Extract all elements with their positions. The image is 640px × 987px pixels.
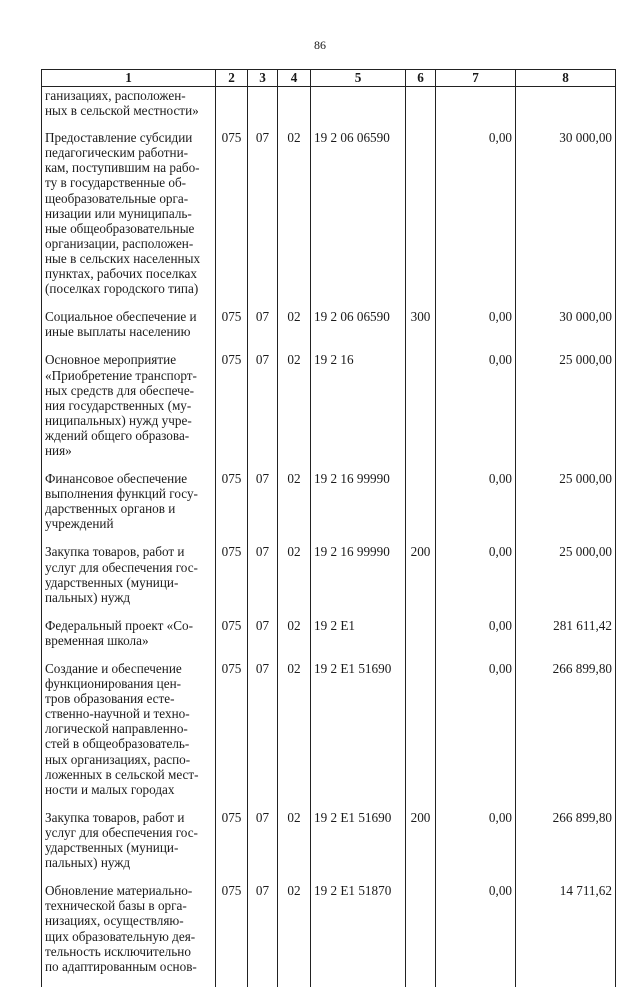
expense-type-cell [406,352,436,471]
ministry-code-cell: 075 [216,661,248,810]
target-article-cell: 19 2 16 99990 [311,544,406,617]
section-code-cell: 07 [248,883,278,987]
section-code-cell: 07 [248,810,278,883]
section-code-cell: 07 [248,544,278,617]
amount-col7-cell: 0,00 [436,883,516,987]
target-article-cell: 19 2 06 06590 [311,309,406,352]
target-article-cell: 19 2 16 99990 [311,471,406,544]
row-name-cell: Основное мероприятие «Приобретение транспорт- ных средств для обеспече- ния государственных (му- ниципальных) нужд учре- ждений общего образова- ния» [42,352,216,471]
header-col-1: 1 [42,70,216,87]
table-header [42,70,616,87]
subsection-code-cell: 02 [278,544,311,617]
amount-col8-cell: 25 000,00 [516,352,616,471]
header-row [42,70,616,87]
amount-col8-cell: 14 711,62 [516,883,616,987]
table-row [42,618,616,661]
row-name-cell: Закупка товаров, работ и услуг для обеспечения гос- ударственных (муници- пальных) нужд [42,810,216,883]
table-row [42,352,616,471]
header-col-2: 2 [216,70,248,87]
row-name-cell: Финансовое обеспечение выполнения функций госу- дарственных органов и учреждений [42,471,216,544]
subsection-code-cell: 02 [278,352,311,471]
amount-col8-cell [516,87,616,131]
subsection-code-cell: 02 [278,130,311,309]
budget-table [41,69,616,987]
ministry-code-cell: 075 [216,352,248,471]
ministry-code-cell: 075 [216,544,248,617]
section-code-cell: 07 [248,471,278,544]
table-row [42,309,616,352]
target-article-cell: 19 2 Е1 [311,618,406,661]
target-article-cell: 19 2 Е1 51690 [311,810,406,883]
target-article-cell: 19 2 Е1 51870 [311,883,406,987]
table-row [42,810,616,883]
row-name-cell: Создание и обеспечение функционирования цен- тров образования есте- ственно-научной и техно- логической направленно- стей в общеобразователь- ных организациях, распо- ложенных в сельской мест- ности и малых городах [42,661,216,810]
subsection-code-cell: 02 [278,618,311,661]
subsection-code-cell: 02 [278,810,311,883]
section-code-cell: 07 [248,352,278,471]
amount-col8-cell: 266 899,80 [516,661,616,810]
table-row [42,544,616,617]
ministry-code-cell: 075 [216,471,248,544]
amount-col7-cell: 0,00 [436,618,516,661]
ministry-code-cell: 075 [216,309,248,352]
expense-type-cell: 300 [406,309,436,352]
section-code-cell: 07 [248,309,278,352]
amount-col7-cell: 0,00 [436,130,516,309]
expense-type-cell [406,130,436,309]
amount-col7-cell: 0,00 [436,309,516,352]
ministry-code-cell [216,87,248,131]
table-body [42,87,616,987]
section-code-cell [248,87,278,131]
amount-col8-cell: 25 000,00 [516,544,616,617]
header-col-8: 8 [516,70,616,87]
table-row [42,883,616,987]
section-code-cell: 07 [248,618,278,661]
expense-type-cell: 200 [406,544,436,617]
section-code-cell: 07 [248,130,278,309]
expense-type-cell [406,661,436,810]
expense-type-cell [406,883,436,987]
amount-col7-cell: 0,00 [436,544,516,617]
ministry-code-cell: 075 [216,618,248,661]
amount-col8-cell: 30 000,00 [516,130,616,309]
page-number: 86 [314,38,326,52]
row-name-cell: Предоставление субсидии педагогическим работни- кам, поступившим на рабо- ту в государственные об- щеобразовательные орга- низации или муниципаль- ные общеобразовательные организации, расположен- ные в сельских населенных пунктах, рабочих поселках (поселках городского типа) [42,130,216,309]
ministry-code-cell: 075 [216,883,248,987]
expense-type-cell [406,618,436,661]
amount-col7-cell: 0,00 [436,810,516,883]
table-row [42,661,616,810]
amount-col8-cell: 25 000,00 [516,471,616,544]
subsection-code-cell [278,87,311,131]
row-name-cell: Закупка товаров, работ и услуг для обеспечения гос- ударственных (муници- пальных) нужд [42,544,216,617]
header-col-5: 5 [311,70,406,87]
subsection-code-cell: 02 [278,309,311,352]
amount-col7-cell: 0,00 [436,471,516,544]
subsection-code-cell: 02 [278,883,311,987]
amount-col7-cell: 0,00 [436,661,516,810]
ministry-code-cell: 075 [216,810,248,883]
header-col-4: 4 [278,70,311,87]
target-article-cell: 19 2 06 06590 [311,130,406,309]
row-name-cell: ганизациях, расположен- ных в сельской местности» [42,87,216,131]
target-article-cell: 19 2 16 [311,352,406,471]
amount-col7-cell: 0,00 [436,352,516,471]
expense-type-cell [406,471,436,544]
header-col-3: 3 [248,70,278,87]
row-name-cell: Социальное обеспечение и иные выплаты населению [42,309,216,352]
expense-type-cell [406,87,436,131]
table-row [42,130,616,309]
amount-col8-cell: 266 899,80 [516,810,616,883]
table-row [42,87,616,131]
header-col-7: 7 [436,70,516,87]
subsection-code-cell: 02 [278,661,311,810]
amount-col8-cell: 281 611,42 [516,618,616,661]
table-row [42,471,616,544]
amount-col7-cell [436,87,516,131]
row-name-cell: Федеральный проект «Со- временная школа» [42,618,216,661]
target-article-cell [311,87,406,131]
ministry-code-cell: 075 [216,130,248,309]
row-name-cell: Обновление материально- технической базы в орга- низациях, осуществляю- щих образовательную дея- тельность исключительно по адаптированным основ- [42,883,216,987]
expense-type-cell: 200 [406,810,436,883]
section-code-cell: 07 [248,661,278,810]
header-col-6: 6 [406,70,436,87]
subsection-code-cell: 02 [278,471,311,544]
amount-col8-cell: 30 000,00 [516,309,616,352]
target-article-cell: 19 2 Е1 51690 [311,661,406,810]
